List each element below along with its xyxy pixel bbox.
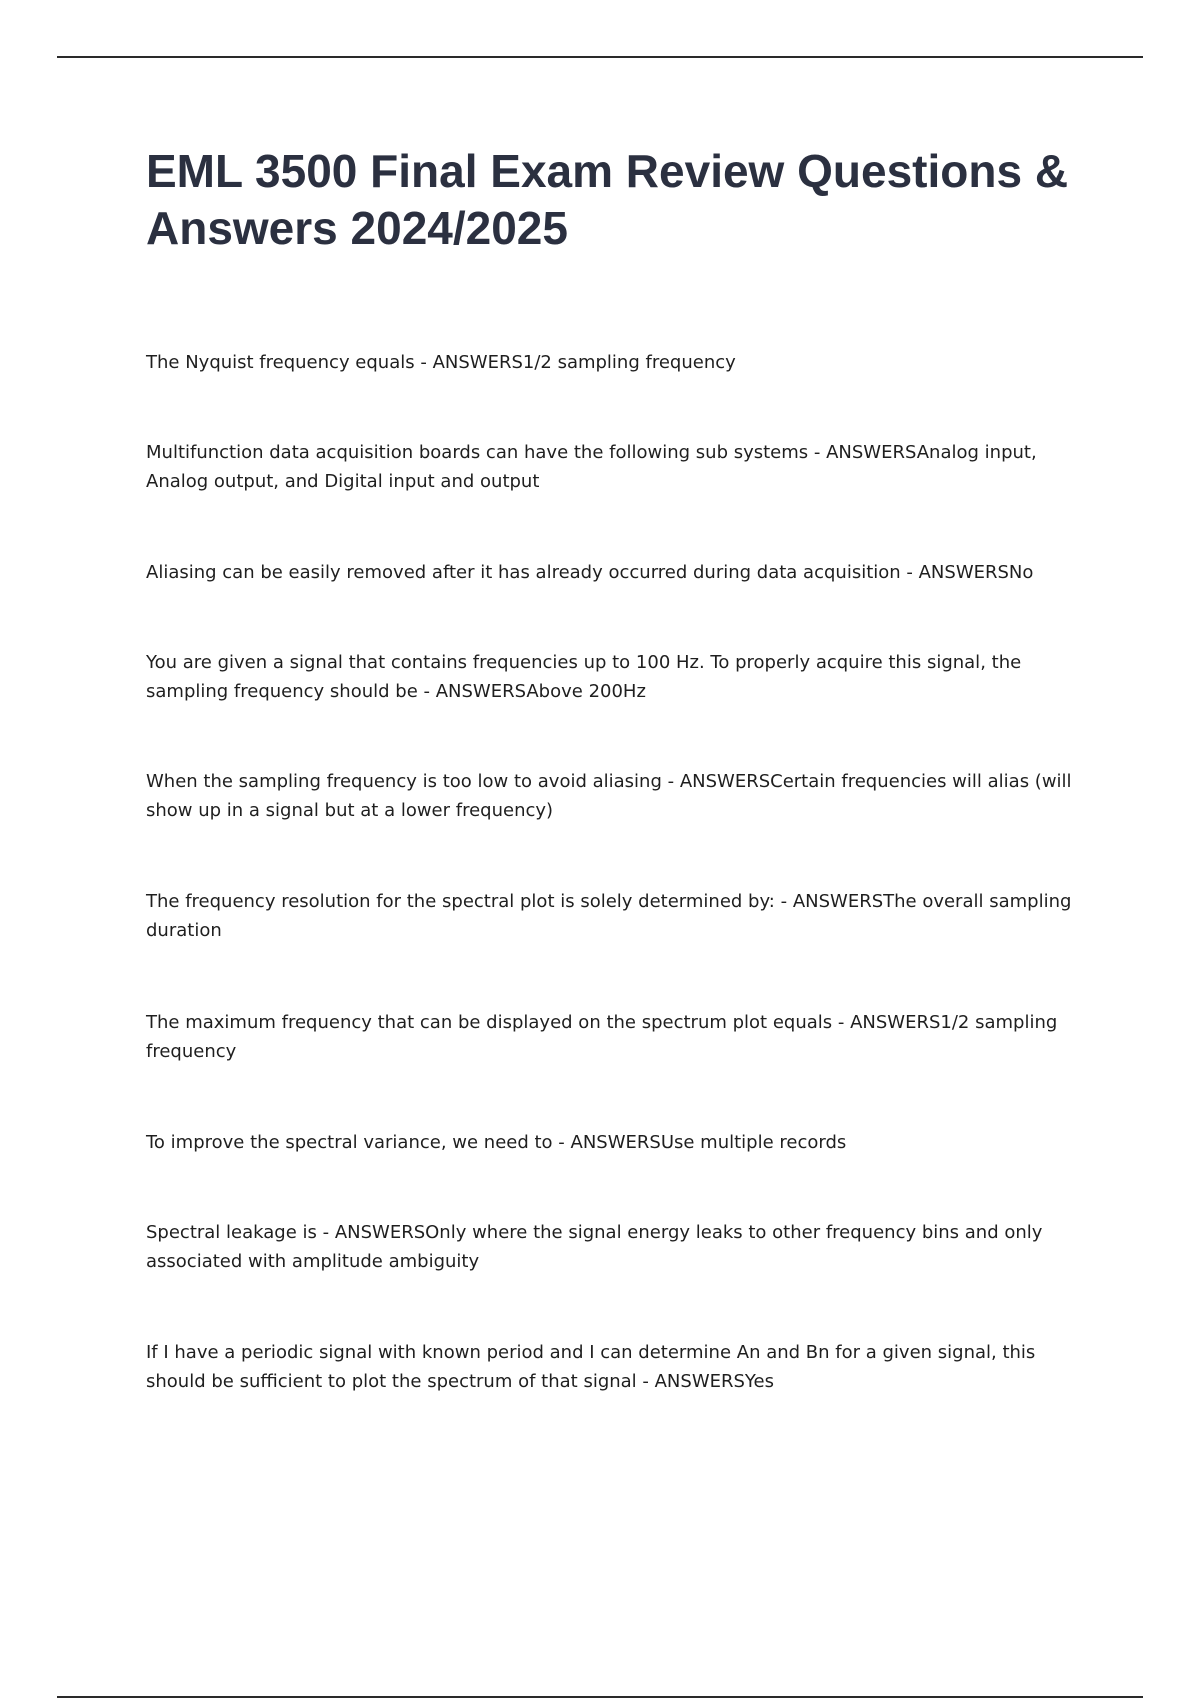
bottom-rule [57,1696,1143,1698]
qa-item: Multifunction data acquisition boards can have the following sub systems - ANSWERSAnalog input, Analog output, and Digital input and output [146,442,1037,492]
qa-item: Aliasing can be easily removed after it has already occurred during data acquisition - ANSWERSNo [146,562,1034,583]
qa-item: The maximum frequency that can be displayed on the spectrum plot equals - ANSWERS1/2 sampling frequency [146,1012,1058,1062]
qa-item: The Nyquist frequency equals - ANSWERS1/2 sampling frequency [146,352,736,373]
qa-item: The frequency resolution for the spectral plot is solely determined by: - ANSWERSThe overall sampling duration [146,891,1072,941]
qa-item: When the sampling frequency is too low to avoid aliasing - ANSWERSCertain frequencies will alias (will show up in a signal but at a lower frequency) [146,771,1072,821]
qa-item: You are given a signal that contains frequencies up to 100 Hz. To properly acquire this signal, the sampling frequency should be - ANSWERSAbove 200Hz [146,652,1022,702]
document-title: EML 3500 Final Exam Review Questions & Answers 2024/2025 [146,145,1069,254]
qa-item: Spectral leakage is - ANSWERSOnly where the signal energy leaks to other frequency bins and only associated with amplitude ambiguity [146,1222,1043,1272]
qa-item: To improve the spectral variance, we need to - ANSWERSUse multiple records [146,1132,847,1153]
qa-item: If I have a periodic signal with known period and I can determine An and Bn for a given signal, this should be sufficient to plot the spectrum of that signal - ANSWERSYes [146,1342,1036,1392]
top-rule [57,56,1143,58]
